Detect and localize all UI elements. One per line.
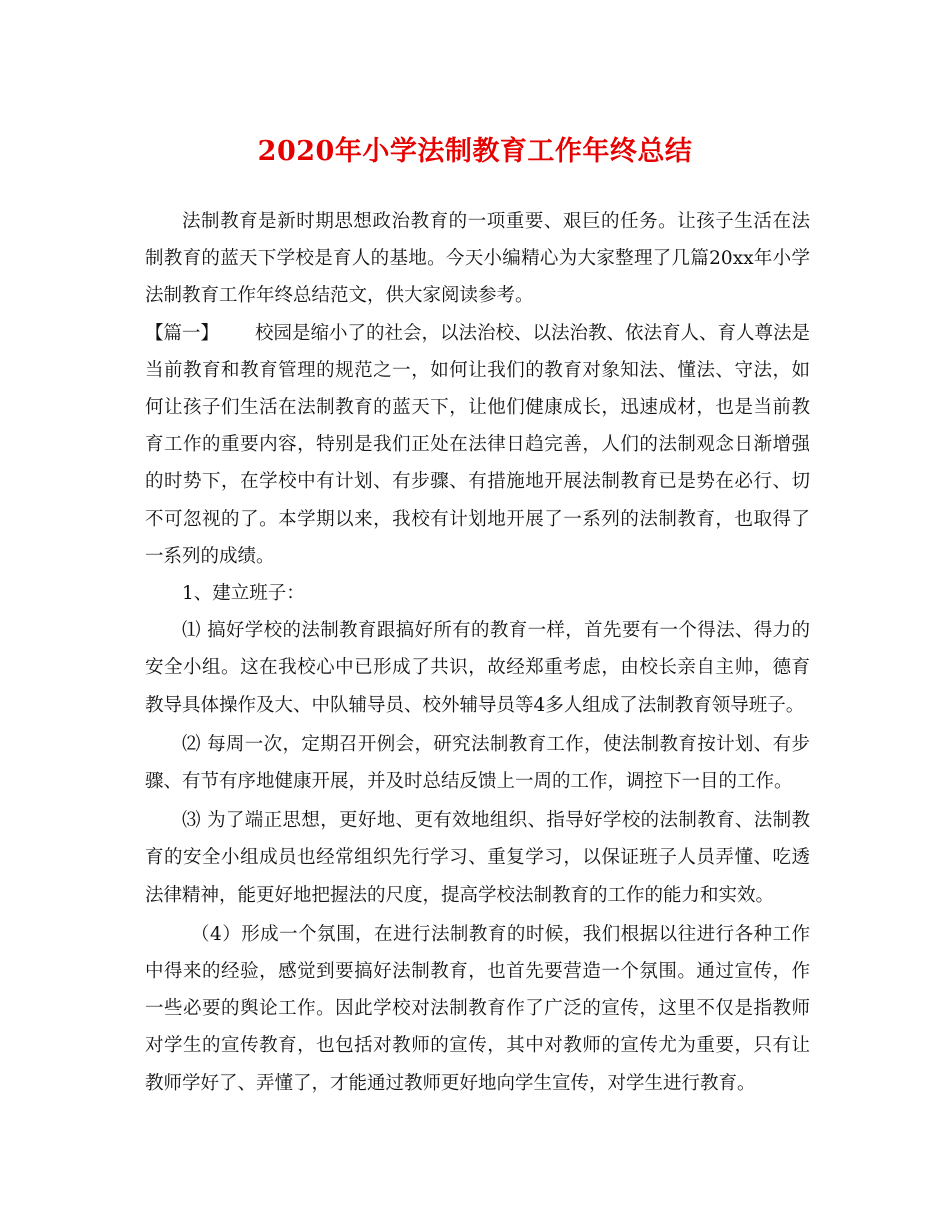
document-title: 2020年小学法制教育工作年终总结 <box>257 136 693 167</box>
section-heading: 1、建立班子： <box>182 583 305 605</box>
list-item: （4）形成一个氛围，在进行法制教育的时候，我们根据以往进行各种工作中得来的经验，感觉到要搞好法制教育，也首先要营造一个氛围。通过宣传，作一些必要的舆论工作。因此学校对法制教育作了广泛的宣传，这里不仅是指教师对学生的宣传教育，也包括对教师的宣传，其中对教师的宣传尤为重要，只有让教师学好了、弄懂了，才能通过教师更好地向学生宣传，对学生进行教育。 <box>145 923 810 1094</box>
list-item: ⑶ 为了端正思想，更好地、更有效地组织、指导好学校的法制教育、法制教育的安全小组成员也经常组织先行学习、重复学习，以保证班子人员弄懂、吃透法律精神，能更好地把握法的尺度，提高学校法制教育的工作的能力和实效。 <box>145 810 810 906</box>
section-text: 校园是缩小了的社会，以法治校、以法治教、依法育人、育人尊法是当前教育和教育管理的规范之一，如何让我们的教育对象知法、懂法、守法，如何让孩子们生活在法制教育的蓝天下，让他们健康成长，迅速成材，也是当前教育工作的重要内容，特别是我们正处在法律日趋完善，人们的法制观念日渐增强的时势下，在学校中有计划、有步骤、有措施地开展法制教育已是势在必行、切不可忽视的了。本学期以来，我校有计划地开展了一系列的法制教育，也取得了一系列的成绩。 <box>145 322 811 567</box>
intro-paragraph: 法制教育是新时期思想政治教育的一项重要、艰巨的任务。让孩子生活在法制教育的蓝天下学校是育人的基地。今天小编精心为大家整理了几篇20xx年小学法制教育工作年终总结范文，供大家阅读参考。 <box>145 211 810 307</box>
section-paragraph <box>145 315 810 575</box>
section-tag: 【篇一】 <box>145 322 220 344</box>
list-item: ⑴ 搞好学校的法制教育跟搞好所有的教育一样，首先要有一个得法、得力的安全小组。这在我校心中已形成了共识，故经郑重考虑，由校长亲自主帅，德育教导具体操作及大、中队辅导员、校外辅导员等4多人组成了法制教育领导班子。 <box>145 620 810 716</box>
document-body <box>145 203 810 1102</box>
list-item: ⑵ 每周一次，定期召开例会，研究法制教育工作，使法制教育按计划、有步骤、有节有序地健康开展，并及时总结反馈上一周的工作，调控下一目的工作。 <box>145 733 810 793</box>
